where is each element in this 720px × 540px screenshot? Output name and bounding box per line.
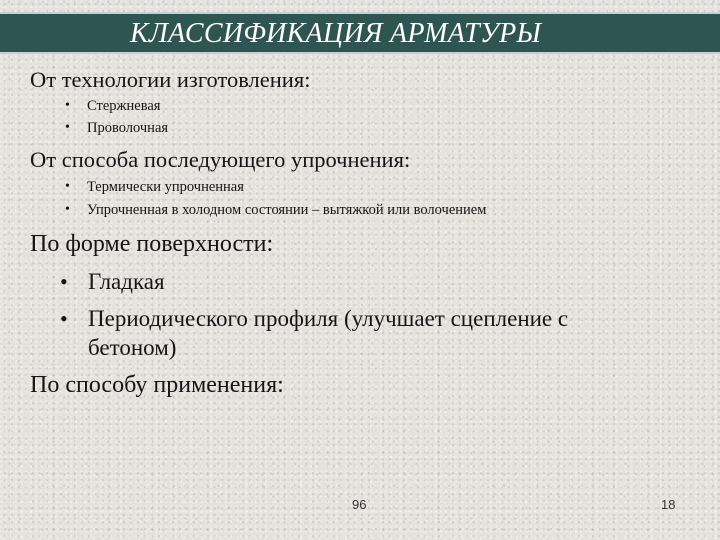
list-item-label: Гладкая <box>88 269 165 294</box>
bullet-icon: • <box>65 98 70 113</box>
bullet-icon: • <box>65 179 70 194</box>
footer-center-number: 96 <box>352 497 367 512</box>
section-heading-technology: От технологии изготовления: <box>30 67 311 92</box>
section-heading-application: По способу применения: <box>30 372 284 398</box>
list-item-label: Упрочненная в холодном состоянии – вытяжкой или волочением <box>87 202 487 218</box>
list-item <box>65 97 161 115</box>
bullet-icon: • <box>60 269 68 294</box>
list-item-label: Проволочная <box>87 120 169 136</box>
slide-number: 18 <box>661 497 676 512</box>
list-item-continuation: бетоном) <box>88 335 177 360</box>
section-heading-hardening: От способа последующего упрочнения: <box>30 147 411 172</box>
bullet-icon: • <box>60 306 68 331</box>
list-item <box>65 119 169 137</box>
list-item-label: Стержневая <box>87 98 161 114</box>
bullet-icon: • <box>65 120 70 135</box>
list-item <box>60 305 569 333</box>
bullet-icon: • <box>65 202 70 217</box>
list-item <box>65 178 244 196</box>
slide-title: КЛАССИФИКАЦИЯ АРМАТУРЫ <box>130 18 542 49</box>
section-heading-surface: По форме поверхности: <box>30 231 274 257</box>
list-item-label: Термически упрочненная <box>87 179 244 195</box>
list-item-label: Периодического профиля (улучшает сцепление с <box>88 306 569 331</box>
list-item <box>65 201 487 219</box>
list-item <box>60 268 165 296</box>
